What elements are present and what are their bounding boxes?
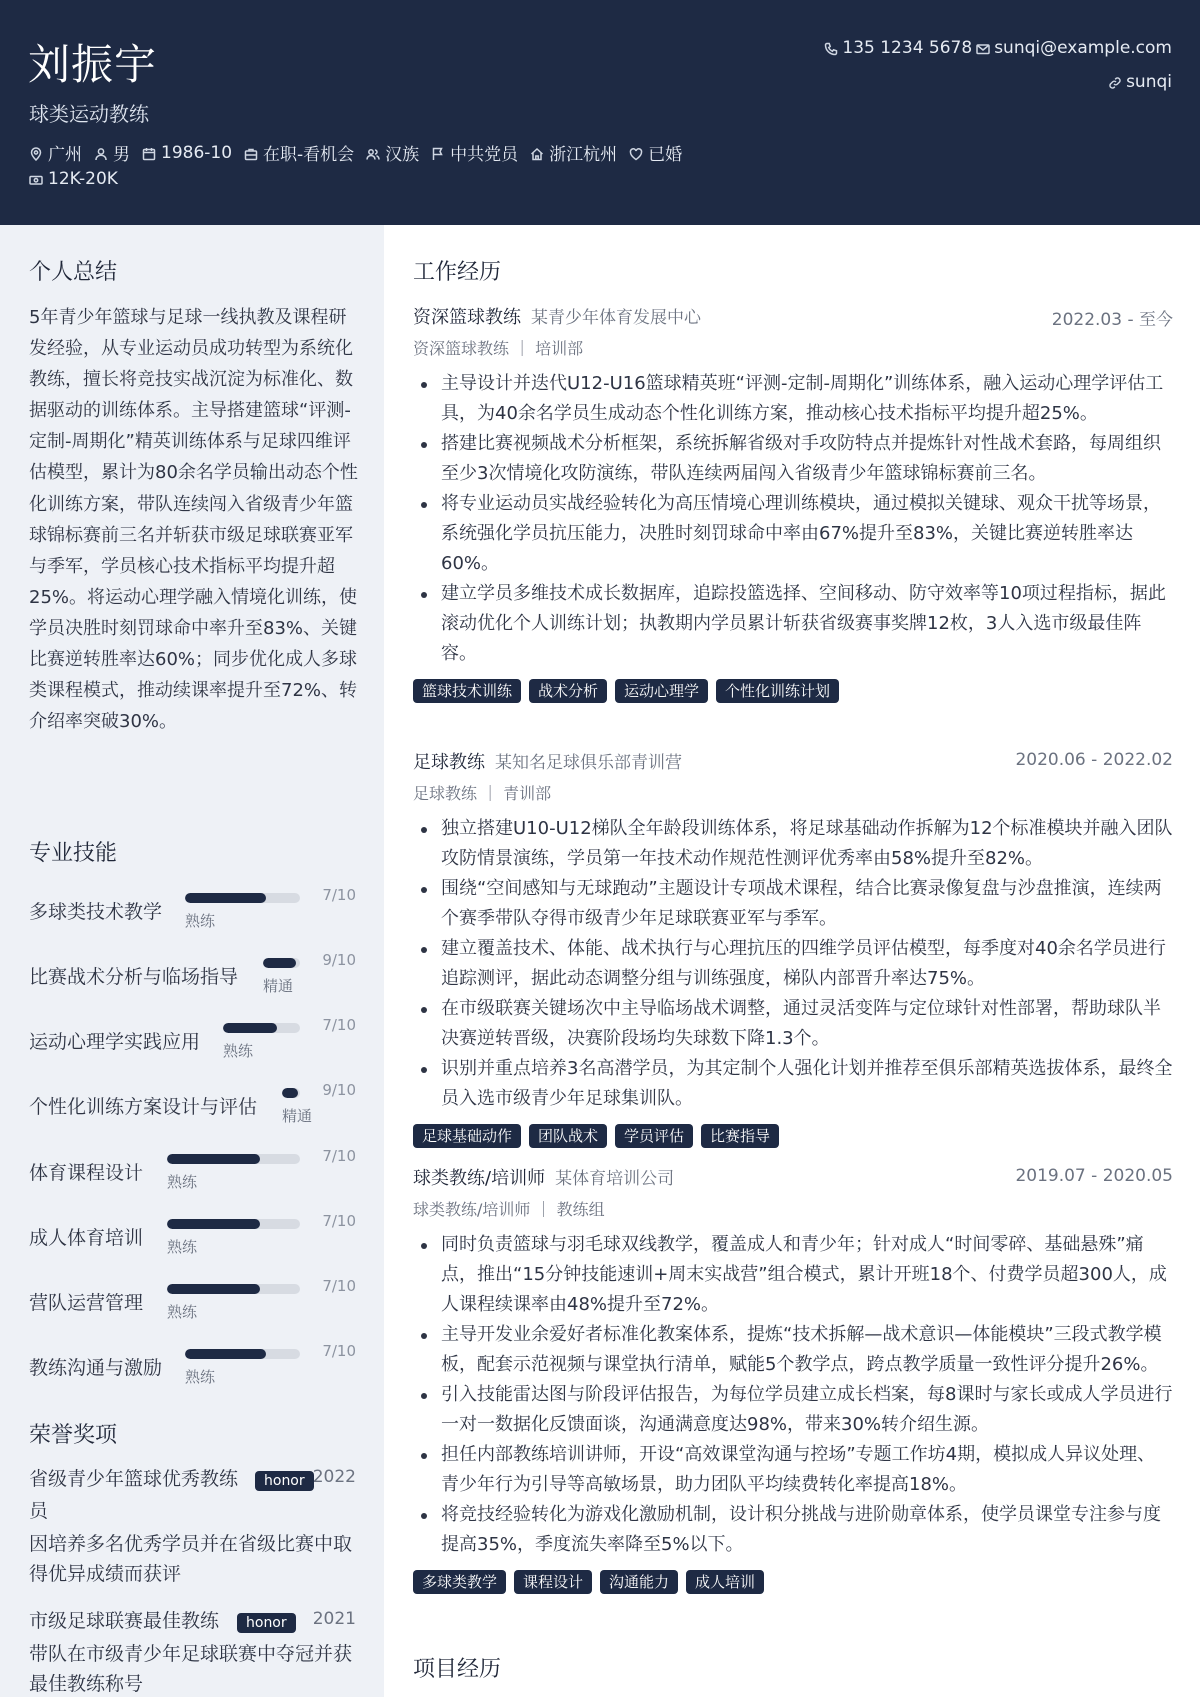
skill-bar-fill	[282, 1088, 298, 1098]
skill-item	[29, 948, 359, 998]
job-bullet: 主导设计并迭代U12-U16篮球精英班“评测-定制-周期化”训练体系，融入运动心理学评估工具，为40余名学员生成动态个性化训练方案，推动核心技术指标平均提升超25%。	[413, 369, 1173, 429]
skill-level: 精通	[263, 977, 294, 995]
info-ethnicity: 汉族	[366, 140, 419, 165]
job-bullet: 围绕“空间感知与无球跑动”主题设计专项战术课程，结合比赛录像复盘与沙盘推演，连续两个赛季带队夺得市级青少年足球联赛亚军与季军。	[413, 874, 1173, 934]
skill-item	[29, 1209, 359, 1259]
job-tags	[413, 1124, 1173, 1148]
home-icon	[530, 146, 544, 160]
skill-bar-fill	[167, 1154, 260, 1164]
job-date: 2020.06 - 2022.02	[1015, 750, 1173, 770]
skill-tag: 足球基础动作	[413, 1124, 521, 1148]
skill-bar-fill	[185, 1349, 266, 1359]
resume-header	[0, 0, 1200, 225]
job-header	[413, 303, 1173, 333]
skill-name: 成人体育培训	[29, 1227, 144, 1249]
contact-line	[824, 35, 1172, 61]
job-bullets	[413, 814, 1173, 1114]
candidate-name: 刘振宇	[28, 40, 158, 89]
skill-tag: 个性化训练计划	[716, 679, 839, 703]
info-salary: 12K-20K	[29, 169, 118, 189]
email-icon	[976, 41, 990, 55]
skill-score: 7/10	[322, 1342, 356, 1360]
skill-tag: 学员评估	[615, 1124, 693, 1148]
job-bullet: 识别并重点培养3名高潜学员，为其定制个人强化计划并推荐至俱乐部精英选拔体系，最终全员入选市级青少年足球集训队。	[413, 1054, 1173, 1114]
skill-level: 熟练	[167, 1173, 198, 1191]
skill-name: 体育课程设计	[29, 1162, 144, 1184]
skill-bar	[185, 1349, 300, 1359]
skill-bar-fill	[167, 1219, 260, 1229]
phone-icon	[824, 41, 838, 55]
job-bullet: 担任内部教练培训讲师，开设“高效课堂沟通与控场”专题工作坊4期，模拟成人异议处理、青少年行为引导等高敏场景，助力团队平均续费转化率提高18%。	[413, 1440, 1173, 1500]
skills-heading: 专业技能	[29, 841, 118, 866]
skill-score: 9/10	[322, 951, 356, 969]
skill-name: 运动心理学实践应用	[29, 1031, 201, 1053]
skill-bar	[185, 893, 300, 903]
skill-bar	[167, 1219, 300, 1229]
skill-bar-fill	[185, 893, 266, 903]
job-date: 2019.07 - 2020.05	[1015, 1166, 1173, 1186]
skill-item	[29, 1339, 359, 1389]
job-tags	[413, 1570, 1173, 1594]
info-gender: 男	[94, 140, 130, 165]
skill-bar-fill	[167, 1284, 260, 1294]
info-hometown: 浙江杭州	[530, 140, 617, 165]
project-heading: 项目经历	[413, 1657, 502, 1682]
job-bullet: 将竞技经验转化为游戏化激励机制，设计积分挑战与进阶勋章体系，使学员课堂专注参与度提高35%，季度流失率降至5%以下。	[413, 1500, 1173, 1560]
skill-name: 多球类技术教学	[29, 901, 163, 923]
job-bullet: 引入技能雷达图与阶段评估报告，为每位学员建立成长档案，每8课时与家长或成人学员进行一对一数据化反馈面谈，沟通满意度达98%，带来30%转介绍生源。	[413, 1380, 1173, 1440]
heart-icon	[629, 146, 643, 160]
honor-year: 2022	[312, 1467, 356, 1487]
honor-badge: honor	[255, 1471, 314, 1491]
skill-name: 营队运营管理	[29, 1292, 144, 1314]
summary-text: 5年青少年篮球与足球一线执教及课程研发经验，从专业运动员成功转型为系统化教练，擅长将竞技实战沉淀为标准化、数据驱动的训练体系。主导搭建篮球“评测-定制-周期化”精英训练体系与足球四维评估模型，累计为80余名学员输出动态个性化训练方案，带队连续闯入省级青少年篮球锦标赛前三名并斩获市级足球联赛亚军与季军，学员核心技术指标平均提升超25%。将运动心理学融入情境化训练，使学员决胜时刻罚球命中率升至83%、关键比赛逆转胜率达60%；同步优化成人多球类课程模式，推动续课率提升至72%、转介绍率突破30%。	[29, 307, 358, 733]
info-status: 在职-看机会	[244, 140, 354, 165]
skill-score: 7/10	[322, 886, 356, 904]
website-link[interactable]: sunqi	[1126, 72, 1172, 92]
job-bullet: 将专业运动员实战经验转化为高压情境心理训练模块，通过模拟关键球、观众干扰等场景，系统强化学员抗压能力，决胜时刻罚球命中率由67%提升至83%，关键比赛逆转胜率达60%。	[413, 489, 1173, 579]
job-role: 资深篮球教练	[413, 307, 521, 328]
skill-score: 7/10	[322, 1016, 356, 1034]
people-icon	[366, 146, 380, 160]
skill-tag: 团队战术	[529, 1124, 607, 1148]
skill-item	[29, 1144, 359, 1194]
skill-bar-fill	[223, 1023, 277, 1033]
phone-number[interactable]: 135 1234 5678	[842, 38, 973, 58]
honor-item	[29, 1463, 359, 1589]
user-icon	[94, 146, 108, 160]
skill-tag: 沟通能力	[600, 1570, 678, 1594]
job-header	[413, 1164, 1173, 1194]
info-birth: 1986-10	[142, 140, 232, 165]
skill-bar	[263, 958, 300, 968]
money-icon	[29, 172, 43, 186]
link-icon	[1108, 75, 1122, 89]
honors-heading: 荣誉奖项	[29, 1423, 118, 1448]
job-bullets	[413, 1230, 1173, 1560]
skill-item	[29, 1013, 359, 1063]
skill-level: 熟练	[185, 912, 216, 930]
skill-score: 7/10	[322, 1212, 356, 1230]
skill-item	[29, 1078, 359, 1128]
info-marital: 已婚	[629, 140, 682, 165]
skill-bar	[223, 1023, 300, 1033]
contact-line	[824, 69, 1172, 95]
job-bullet: 独立搭建U10-U12梯队全年龄段训练体系，将足球基础动作拆解为12个标准模块并融入团队攻防情景演练，学员第一年技术动作规范性测评优秀率由58%提升至82%。	[413, 814, 1173, 874]
honor-name: 市级足球联赛最佳教练	[29, 1610, 220, 1632]
salary-row	[29, 169, 118, 189]
skill-name: 个性化训练方案设计与评估	[29, 1096, 258, 1118]
job-subtitle: 球类教练/培训师 ｜ 教练组	[413, 1200, 605, 1219]
honor-item	[29, 1605, 359, 1697]
job-entry	[413, 748, 1173, 1148]
job-bullet: 搭建比赛视频战术分析框架，系统拆解省级对手攻防特点并提炼针对性战术套路，每周组织至少3次情境化攻防演练，带队连续两届闯入省级青少年篮球锦标赛前三名。	[413, 429, 1173, 489]
skill-score: 7/10	[322, 1147, 356, 1165]
skill-tag: 课程设计	[514, 1570, 592, 1594]
job-role: 足球教练	[413, 752, 485, 773]
skill-bar	[167, 1154, 300, 1164]
job-subtitle: 资深篮球教练 ｜ 培训部	[413, 339, 584, 358]
skill-bar	[167, 1284, 300, 1294]
job-entry	[413, 1164, 1173, 1594]
job-bullet: 同时负责篮球与羽毛球双线教学，覆盖成人和青少年；针对成人“时间零碎、基础悬殊”痛点，推出“15分钟技能速训+周末实战营”组合模式，累计开班18个、付费学员超300人，成人课程续课率由48%提升至72%。	[413, 1230, 1173, 1320]
skill-level: 精通	[282, 1107, 313, 1125]
info-location: 广州	[29, 140, 82, 165]
job-bullets	[413, 369, 1173, 669]
briefcase-icon	[244, 146, 258, 160]
email-address[interactable]: sunqi@example.com	[994, 38, 1172, 58]
skill-level: 熟练	[167, 1238, 198, 1256]
skill-tag: 成人培训	[686, 1570, 764, 1594]
contact-block	[824, 35, 1172, 95]
job-company: 某体育培训公司	[555, 1169, 675, 1189]
skill-tag: 多球类教学	[413, 1570, 506, 1594]
skill-tag: 篮球技术训练	[413, 679, 521, 703]
skill-bar-fill	[263, 958, 296, 968]
skill-level: 熟练	[185, 1368, 216, 1386]
location-icon	[29, 146, 43, 160]
job-company: 某知名足球俱乐部青训营	[495, 753, 682, 773]
job-header	[413, 748, 1173, 778]
skill-level: 熟练	[167, 1303, 198, 1321]
skill-name: 比赛战术分析与临场指导	[29, 966, 239, 988]
flag-icon	[431, 146, 445, 160]
skill-item	[29, 1274, 359, 1324]
summary-heading: 个人总结	[29, 260, 118, 285]
job-bullet: 建立覆盖技术、体能、战术执行与心理抗压的四维学员评估模型，每季度对40余名学员进行追踪测评，据此动态调整分组与训练强度，梯队内部晋升率达75%。	[413, 934, 1173, 994]
job-bullet: 在市级联赛关键场次中主导临场战术调整，通过灵活变阵与定位球针对性部署，帮助球队半决赛逆转晋级，决赛阶段场均失球数下降1.3个。	[413, 994, 1173, 1054]
info-political: 中共党员	[431, 140, 518, 165]
honor-description: 因培养多名优秀学员并在省级比赛中取得优异成绩而获评	[29, 1533, 353, 1585]
honor-badge: honor	[237, 1613, 296, 1633]
work-heading: 工作经历	[413, 260, 502, 285]
job-entry	[413, 303, 1173, 703]
job-date: 2022.03 - 至今	[1051, 310, 1173, 330]
skill-tag: 比赛指导	[701, 1124, 779, 1148]
skill-tag: 战术分析	[529, 679, 607, 703]
candidate-title: 球类运动教练	[29, 102, 149, 126]
honor-name: 省级青少年篮球优秀教练员	[29, 1468, 239, 1522]
skill-score: 7/10	[322, 1277, 356, 1295]
job-tags	[413, 679, 1173, 703]
honor-year: 2021	[312, 1609, 356, 1629]
skill-tag: 运动心理学	[615, 679, 708, 703]
job-company: 某青少年体育发展中心	[531, 308, 701, 328]
calendar-icon	[142, 146, 156, 160]
job-subtitle: 足球教练 ｜ 青训部	[413, 784, 552, 803]
skill-bar	[282, 1088, 300, 1098]
skill-level: 熟练	[223, 1042, 254, 1060]
skill-item	[29, 883, 359, 933]
job-bullet: 主导开发业余爱好者标准化教案体系，提炼“技术拆解—战术意识—体能模块”三段式教学模板，配套示范视频与课堂执行清单，赋能5个教学点，跨点教学质量一致性评分提升26%。	[413, 1320, 1173, 1380]
personal-info-row	[29, 140, 682, 165]
job-bullet: 建立学员多维技术成长数据库，追踪投篮选择、空间移动、防守效率等10项过程指标，据此滚动优化个人训练计划；执教期内学员累计斩获省级赛事奖牌12枚，3人入选市级最佳阵容。	[413, 579, 1173, 669]
job-role: 球类教练/培训师	[413, 1168, 546, 1189]
skill-name: 教练沟通与激励	[29, 1357, 163, 1379]
skill-score: 9/10	[322, 1081, 356, 1099]
honor-description: 带队在市级青少年足球联赛中夺冠并获最佳教练称号	[29, 1643, 353, 1695]
